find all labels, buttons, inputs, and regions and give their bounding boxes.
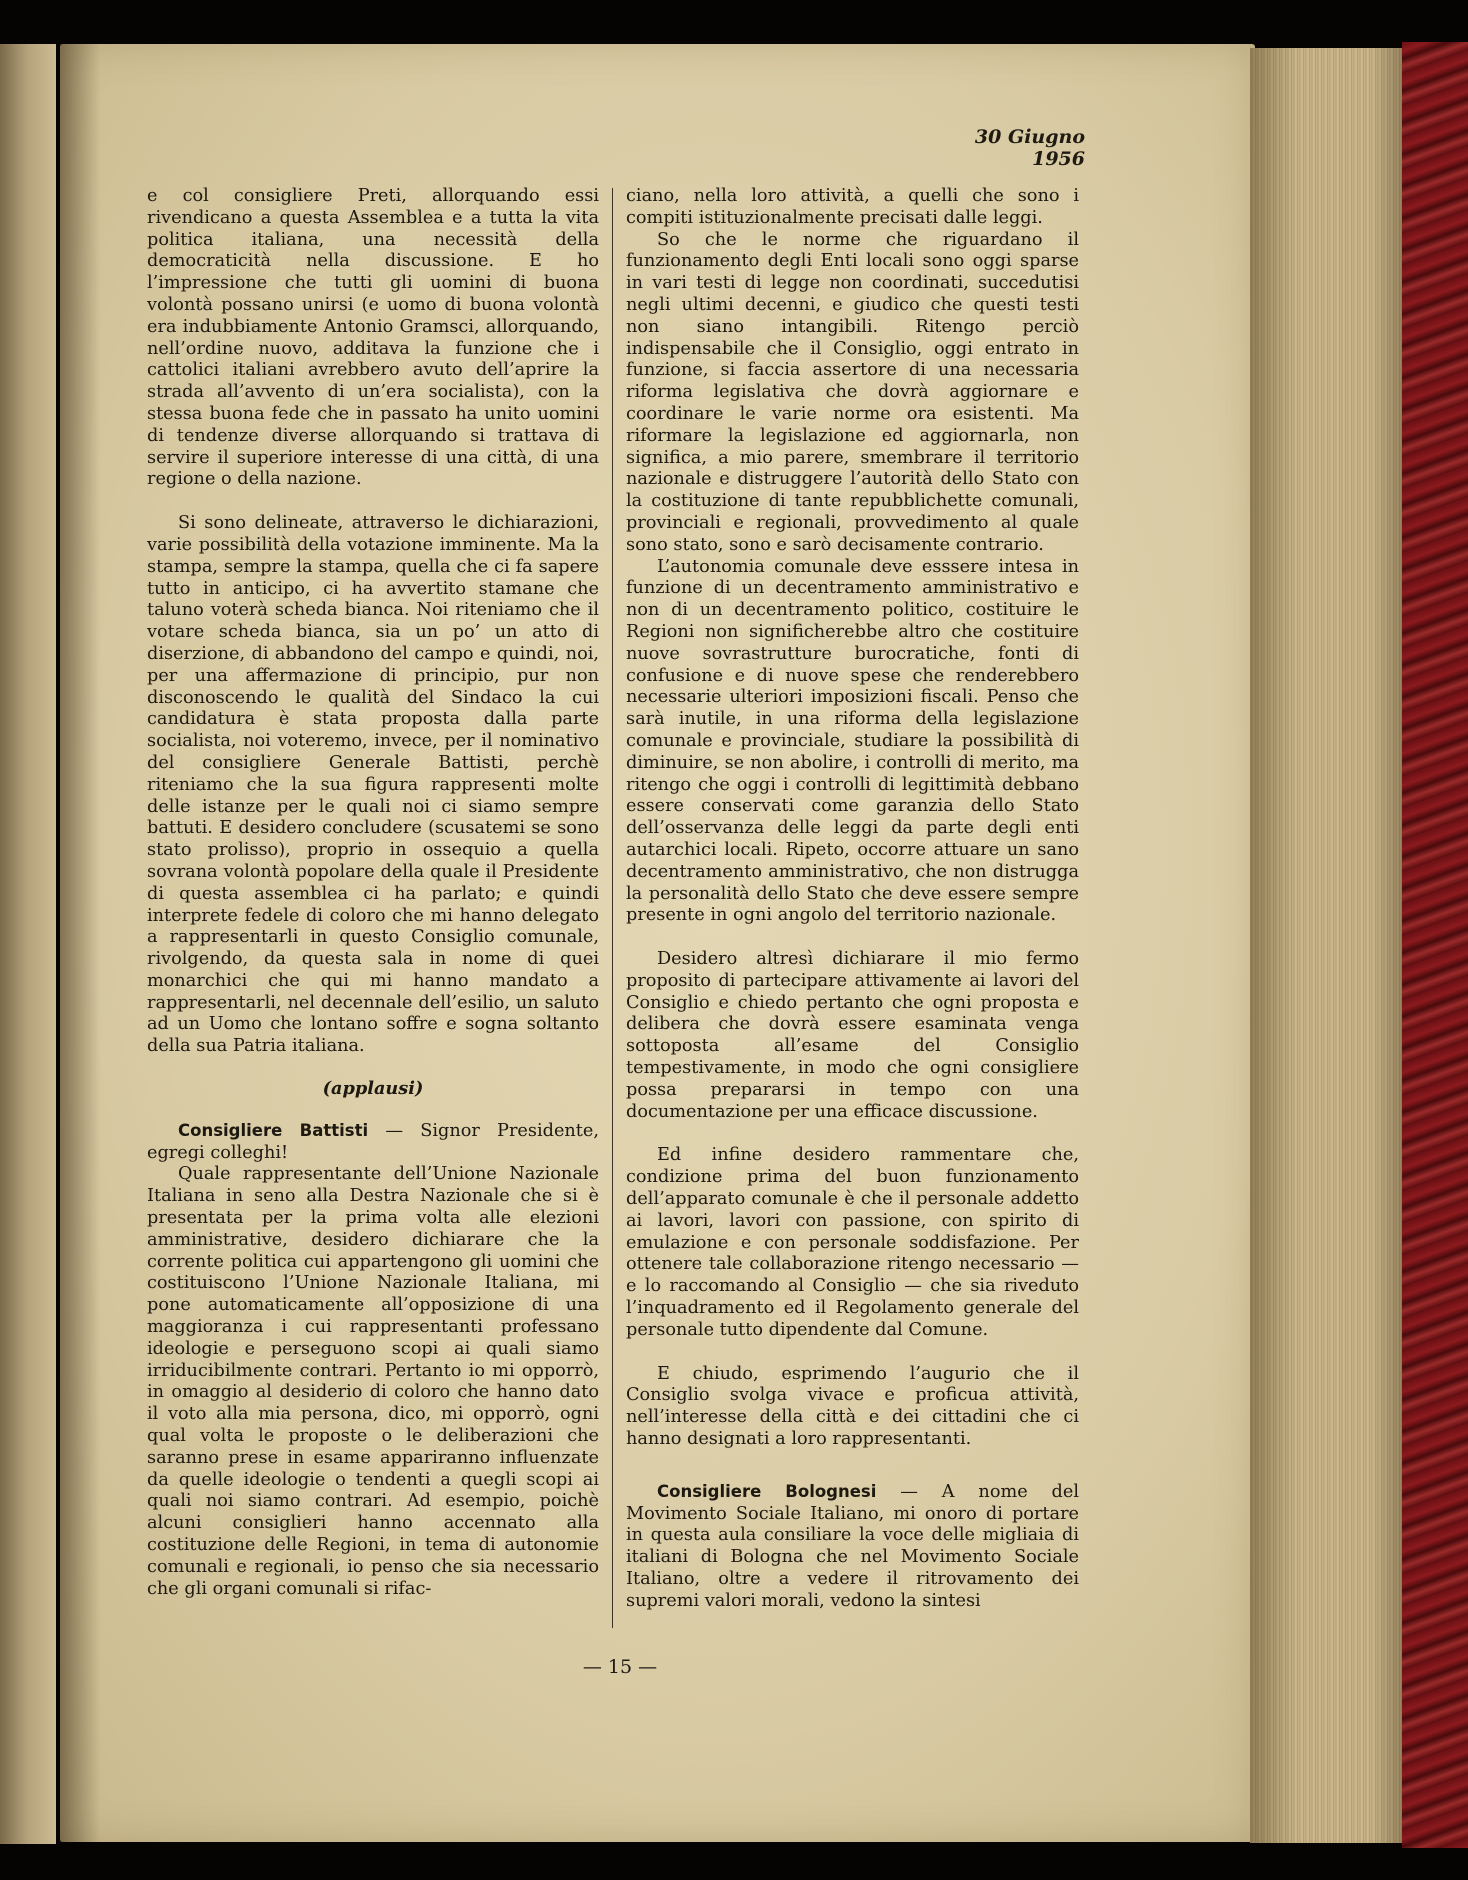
speaker-text: — A nome del Movimento Sociale Italiano, mi onoro di portare in questa aula consiliare la voce delle migliaia di italiani di Bologna che nel Movimento Sociale Italiano, oltre a vedere il ritrovamento dei supremi valori morali, vedono la sintesi [626,1481,1079,1611]
paragraph: Si sono delineate, attraverso le dichiarazioni, varie possibilità della votazione imminente. Ma la stampa, sempre la stampa, quella che ci fa sapere tutto in anticipo, ci ha avvertito stamane che taluno voterà scheda bianca. Noi riteniamo che il votare scheda bianca, sia un po’ un atto di diserzione, di abbandono del campo e quindi, noi, per una affermazione di principio, pur non disconoscendo le qualità del Sindaco la cui candidatura è stata proposta dalla parte socialista, noi voteremo, invece, per il nominativo del consigliere Generale Battisti, perchè riteniamo che la sua figura rappresenti molte delle istanze per le quali noi ci siamo sempre battuti. E desidero concludere (scusatemi se sono stato prolisso), proprio in ossequio a quella sovrana volontà popolare della quale il Presidente di questa assemblea ci ha parlato; e quindi interprete fedele di coloro che mi hanno delegato a rappresentarli in questo Consiglio comunale, rivolgendo, da questa sala in nome di quei monarchici che qui mi hanno mandato a rappresentarli, nel decennale dell’esilio, un saluto ad un Uomo che lontano soffre e sogna soltanto della sua Patria italiana. [147,513,599,1057]
speaker-text: — Signor Presidente, egregi colleghi! [147,1120,599,1163]
applause-note: (applausi) [322,1078,424,1100]
speaker-paragraph [626,1481,1079,1613]
left-text-column [147,186,599,1600]
speaker-name: Consigliere Battisti [178,1120,369,1140]
paragraph: So che le norme che riguardano il funzionamento degli Enti locali sono oggi sparse in vari testi di legge non coordinati, succedutisi negli ultimi decenni, e giudico che questi testi non siano intangibili. Ritengo perciò indispensabile che il Consiglio, oggi entrato in funzione, si faccia assertore di una necessaria riforma legislativa che dovrà aggiornare e coordinare le varie norme ora esistenti. Ma riformare la legislazione ed aggiornarla, non significa, a mio parere, smembrare il territorio nazionale e distruggere l’autorità dello Stato con la costituzione di tante repubblichette comunali, provinciali e regionali, provvedimento al quale sono stato, sono e sarò decisamente contrario. [626,229,1079,555]
paragraph: e col consigliere Preti, allorquando essi rivendicano a questa Assemblea e a tutta la vita politica italiana, una necessità della democraticità nella discussione. E ho l’impressione che tutti gli uomini di buona volontà possano unirsi (e uomo di buona volontà era indubbiamente Antonio Gramsci, allorquando, nell’ordine nuovo, additava la funzione che i cattolici italiani avrebbero avuto dell’aprire la strada all’avvento di un’era socialista), con la stessa buona fede che in passato ha unito uomini di tendenze diverse allorquando si trattava di servire il superiore interesse di una città, di una regione o della nazione. [147,186,599,490]
facing-page-edge [0,44,56,1844]
speaker-paragraph [147,1120,599,1165]
paragraph: ciano, nella loro attività, a quelli che sono i compiti istituzionalmente precisati dalle leggi. [626,186,1079,228]
paragraph: Ed infine desidero rammentare che, condizione prima del buon funzionamento dell’apparato comunale è che il personale addetto ai lavori, lavori con passione, con spirito di emulazione e con personale soddisfazione. Per ottenere tale collaborazione ritengo necessario — e lo raccomando al Consiglio — che sia riveduto l’inquadramento ed il Regolamento generale del personale tutto dipendente dal Comune. [626,1145,1079,1340]
speaker-name: Consigliere Bolognesi [657,1481,877,1501]
right-text-column [626,186,1079,1613]
book-binding [1402,42,1468,1848]
page-block-shading [1250,48,1402,1843]
page-number: — 15 — [582,1656,658,1678]
page-gutter-shadow [60,44,100,1842]
paragraph: E chiudo, esprimendo l’augurio che il Consiglio svolga vivace e proficua attività, nell’interesse della città e dei cittadini che ci hanno designati a loro rappresentanti. [626,1363,1079,1450]
paragraph: Quale rappresentante dell’Unione Nazionale Italiana in seno alla Destra Nazionale che si è presentata per la prima volta alle elezioni amministrative, desidero dichiarare che la corrente politica cui appartengono gli uomini che costituiscono l’Unione Nazionale Italiana, mi pone automaticamente all’opposizione di una maggioranza i cui rappresentanti professano ideologie e perseguono scopi ai quali siamo irriducibilmente contrari. Pertanto io mi opporrò, in omaggio al desiderio di coloro che hanno dato il voto alla mia persona, dico, mi opporrò, ogni qual volta le proposte o le deliberazioni che saranno prese in esame appariranno influenzate da quelle ideologie o tendenti a quegli scopi ai quali noi siamo contrari. Ad esempio, poichè alcuni consiglieri hanno accennato alla costituzione delle Regioni, in tema di autonomie comunali e regionali, io penso che sia necessario che gli organi comunali si rifac- [147,1164,599,1599]
paragraph: Desidero altresì dichiarare il mio fermo proposito di partecipare attivamente ai lavori del Consiglio e chiedo pertanto che ogni proposta e delibera che dovrà essere esaminata venga sottoposta all’esame del Consiglio tempestivamente, in modo che ogni consigliere possa prepararsi in tempo con una documentazione per una efficace discussione. [626,949,1079,1122]
column-divider [612,188,613,1628]
running-header-date: 30 Giugno 1956 [974,126,1085,170]
paragraph: L’autonomia comunale deve esssere intesa in funzione di un decentramento amministrativo e non di un decentramento politico, costituire le Regioni non significherebbe altro che costituire nuove sovrastrutture burocratiche, fonti di confusione e di nuove spese che renderebbero necessarie ulteriori imposizioni fiscali. Penso che sarà inutile, in una riforma della legislazione comunale e provinciale, studiare la possibilità di diminuire, se non abolire, i controlli di merito, ma ritengo che oggi i controlli di legittimità debbano essere conservati come garanzia dello Stato dell’osservanza delle leggi da parte degli enti autarchici locali. Ripeto, occorre attuare un sano decentramento amministrativo, che non distrugga la personalità dello Stato che deve essere sempre presente in ogni angolo del territorio nazionale. [626,556,1079,926]
